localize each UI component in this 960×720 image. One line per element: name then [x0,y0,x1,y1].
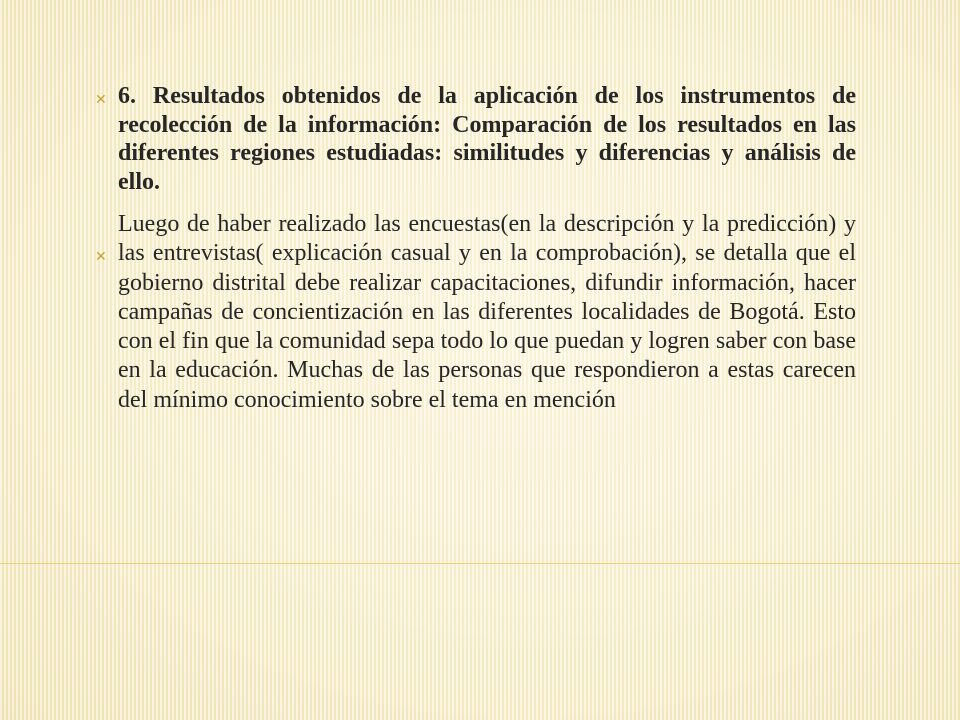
slide-body-text: Luego de haber realizado las encuestas(en la descripción y la predicción) y las entrevistas( explicación casual y en la comprobación), se detalla que el gobierno distrital debe realizar capacitaciones, difundir información, hacer campañas de concientización en las diferentes localidades de Bogotá. Esto con el fin que la comunidad sepa todo lo que puedan y logren saber con base en la educación. Muchas de las personas que respondieron a estas carecen del mínimo conocimiento sobre el tema en mención [118,211,856,413]
divider-line [0,563,960,564]
slide-heading: 6. Resultados obtenidos de la aplicación de los instrumentos de recolección de la información: Comparación de los resultados en las diferentes regiones estudiadas: similitudes y diferencias y análisis de ello. [118,83,856,195]
x-bullet-icon: ✕ [95,92,107,108]
slide-content [118,82,856,415]
x-bullet-icon: ✕ [95,249,107,265]
